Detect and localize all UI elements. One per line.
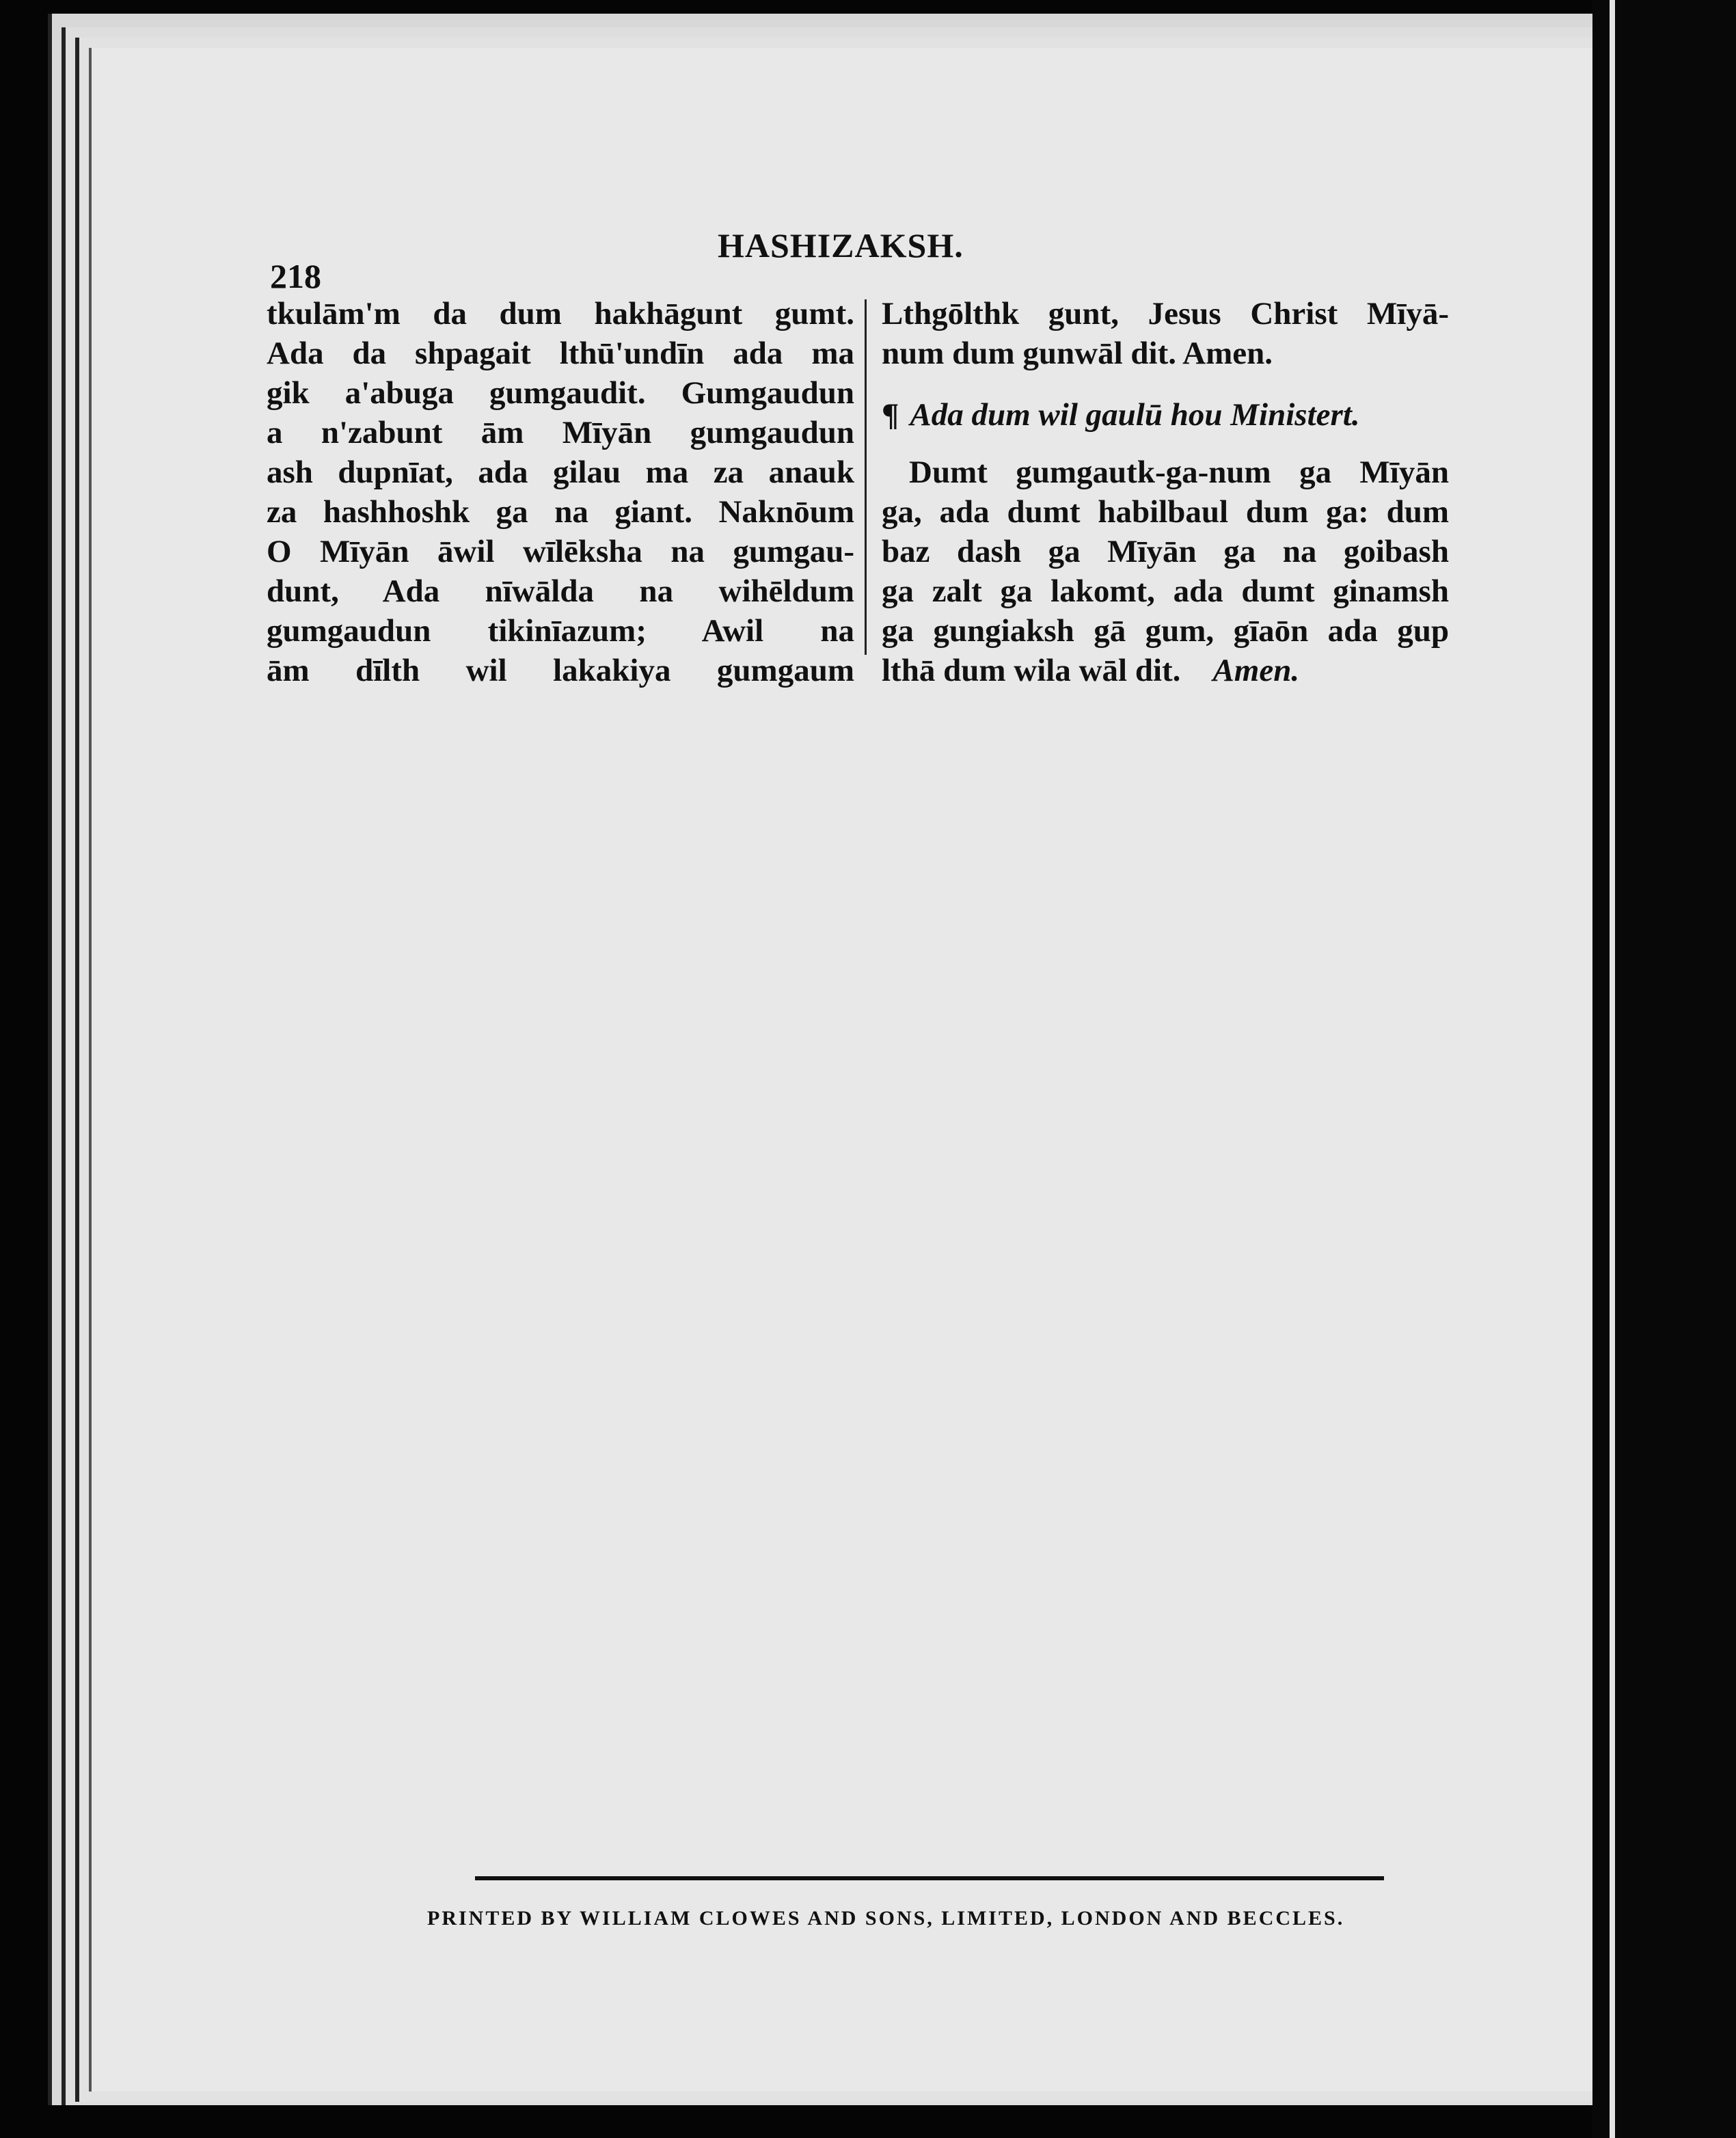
page-number: 218 bbox=[270, 257, 321, 295]
text-line: ash dupnīat, ada gilau ma za anauk bbox=[267, 455, 854, 490]
text-line: Dumt gumgautk-ga-num ga Mīyān bbox=[909, 455, 1449, 490]
right-column bbox=[882, 294, 1449, 690]
text-line: Lthgōlthk gunt, Jesus Christ Mīyā- bbox=[882, 296, 1449, 331]
amen-italic: Amen. bbox=[1212, 653, 1300, 688]
printer-imprint: PRINTED BY WILLIAM CLOWES AND SONS, LIMITED, LONDON AND BECCLES. bbox=[427, 1907, 1345, 1930]
page-edge bbox=[1610, 0, 1615, 2138]
rubric bbox=[882, 395, 1449, 435]
imprint-rule bbox=[475, 1876, 1384, 1880]
text-line: gumgaudun tikinīazum; Awil na bbox=[267, 613, 854, 649]
text-line: ām dīlth wil lakakiya gumgaum bbox=[267, 653, 854, 688]
text-line: ga, ada dumt habilbaul dum ga: dum bbox=[882, 494, 1449, 530]
text-line: tkulām'm da dum hakhāgunt gumt. bbox=[267, 296, 854, 331]
running-title: HASHIZAKSH. bbox=[718, 226, 964, 265]
left-column bbox=[267, 294, 854, 690]
final-line-text: lthā dum wila wāl dit. bbox=[882, 653, 1181, 688]
text-line-final bbox=[882, 651, 1449, 690]
column-divider bbox=[865, 299, 867, 655]
text-line: gik a'abuga gumgaudit. Gumgaudun bbox=[267, 375, 854, 411]
page-header bbox=[270, 226, 1432, 294]
text-line: O Mīyān āwil wīlēksha na gumgau- bbox=[267, 534, 854, 569]
pilcrow-mark: ¶ bbox=[882, 397, 899, 433]
prayer-paragraph bbox=[882, 452, 1449, 690]
text-line: a n'zabunt ām Mīyān gumgaudun bbox=[267, 415, 854, 450]
text-line: Ada da shpagait lthū'undīn ada ma bbox=[267, 336, 854, 371]
text-line: za hashhoshk ga na giant. Naknōum bbox=[267, 494, 854, 530]
text-line: ga gungiaksh gā gum, gīaōn ada gup bbox=[882, 613, 1449, 649]
text-line: dunt, Ada nīwālda na wihēldum bbox=[267, 573, 854, 609]
text-line: baz dash ga Mīyān ga na goibash bbox=[882, 534, 1449, 569]
rubric-text: Ada dum wil gaulū hou Ministert. bbox=[910, 397, 1360, 433]
text-line: ga zalt ga lakomt, ada dumt ginamsh bbox=[882, 573, 1449, 609]
text-line: num dum gunwāl dit. Amen. bbox=[882, 336, 1273, 371]
